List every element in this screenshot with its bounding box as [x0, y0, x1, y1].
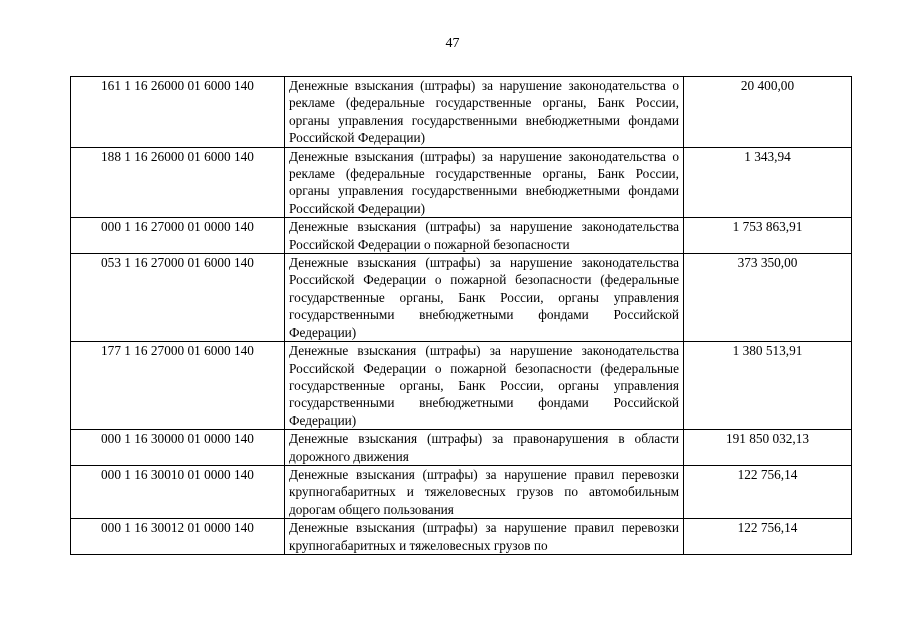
table-row [71, 342, 852, 430]
amount-cell: 1 343,94 [684, 147, 852, 218]
description-cell: Денежные взыскания (штрафы) за нарушение законодательства о рекламе (федеральные государственные органы, Банк России, органы управления государственными внебюджетными фондами Российской Федерации) [285, 77, 684, 148]
table-row [71, 254, 852, 342]
page-number: 47 [445, 36, 460, 51]
description-cell: Денежные взыскания (штрафы) за нарушение законодательства о рекламе (федеральные государственные органы, Банк России, органы управления государственными внебюджетными фондами Российской Федерации) [285, 147, 684, 218]
table-row [71, 465, 852, 518]
amount-cell: 122 756,14 [684, 519, 852, 555]
budget-code-cell: 000 1 16 27000 01 0000 140 [71, 218, 285, 254]
amount-cell: 373 350,00 [684, 254, 852, 342]
table-row [71, 147, 852, 218]
table-row [71, 77, 852, 148]
description-cell: Денежные взыскания (штрафы) за нарушение законодательства Российской Федерации о пожарной безопасности (федеральные государственные органы, Банк России, органы управления государственными внебюджетными фондами Российской Федерации) [285, 254, 684, 342]
description-cell: Денежные взыскания (штрафы) за правонарушения в области дорожного движения [285, 430, 684, 466]
budget-code-cell: 000 1 16 30010 01 0000 140 [71, 465, 285, 518]
budget-code-cell: 000 1 16 30000 01 0000 140 [71, 430, 285, 466]
budget-code-cell: 161 1 16 26000 01 6000 140 [71, 77, 285, 148]
budget-code-cell: 188 1 16 26000 01 6000 140 [71, 147, 285, 218]
budget-code-cell: 000 1 16 30012 01 0000 140 [71, 519, 285, 555]
budget-code-cell: 177 1 16 27000 01 6000 140 [71, 342, 285, 430]
table-row [71, 218, 852, 254]
table-row [71, 519, 852, 555]
description-cell: Денежные взыскания (штрафы) за нарушение правил перевозки крупногабаритных и тяжеловесных грузов по автомобильным дорогам общего пользования [285, 465, 684, 518]
description-cell: Денежные взыскания (штрафы) за нарушение законодательства Российской Федерации о пожарной безопасности (федеральные государственные органы, Банк России, органы управления государственными внебюджетными фондами Российской Федерации) [285, 342, 684, 430]
amount-cell: 1 380 513,91 [684, 342, 852, 430]
amount-cell: 191 850 032,13 [684, 430, 852, 466]
amount-cell: 20 400,00 [684, 77, 852, 148]
description-cell: Денежные взыскания (штрафы) за нарушение правил перевозки крупногабаритных и тяжеловесных грузов по [285, 519, 684, 555]
revenue-table [70, 76, 852, 555]
table-row [71, 430, 852, 466]
budget-code-cell: 053 1 16 27000 01 6000 140 [71, 254, 285, 342]
amount-cell: 1 753 863,91 [684, 218, 852, 254]
description-cell: Денежные взыскания (штрафы) за нарушение законодательства Российской Федерации о пожарной безопасности [285, 218, 684, 254]
amount-cell: 122 756,14 [684, 465, 852, 518]
